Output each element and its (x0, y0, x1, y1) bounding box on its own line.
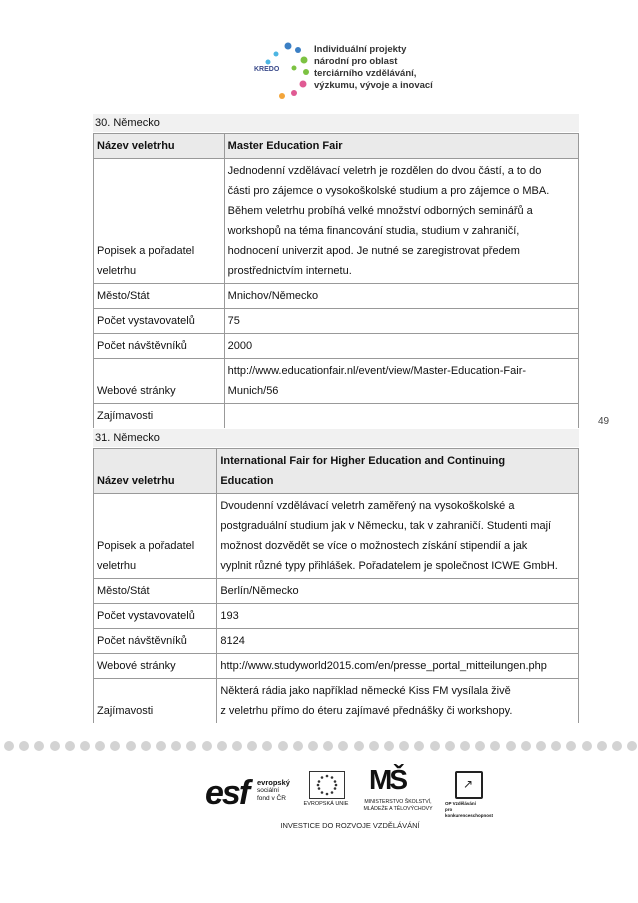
esf-line: sociální (257, 787, 280, 794)
divider-dot (627, 741, 637, 751)
divider-dot (536, 741, 546, 751)
desc-label (94, 159, 225, 284)
table-row (94, 134, 579, 159)
msmt-text (361, 799, 435, 812)
header-logo (248, 38, 448, 108)
notes-label: Zajímavosti (94, 679, 217, 724)
desc-line: prostřednictvím internetu. (227, 265, 352, 277)
eu-logo (301, 771, 351, 817)
notes-value (217, 679, 579, 724)
table-row (94, 604, 579, 629)
divider-dot (460, 741, 470, 751)
label-line: veletrhu (97, 265, 137, 277)
divider-dot (566, 741, 576, 751)
divider-dot (156, 741, 166, 751)
visitors-label: Počet návštěvníků (94, 334, 225, 359)
visitors-value: 8124 (217, 629, 579, 654)
fair-table-31 (93, 448, 579, 723)
msmt-line: MINISTERSTVO ŠKOLSTVÍ, (364, 799, 432, 805)
program-title (314, 44, 433, 92)
table-row (94, 309, 579, 334)
table-row (94, 654, 579, 679)
divider-dot (369, 741, 379, 751)
section-heading: 30. Německo (93, 114, 579, 132)
city-label: Město/Stát (94, 579, 217, 604)
desc-line: Během veletrhu probíhá velké množství odborných seminářů a (227, 205, 533, 217)
divider-dot (445, 741, 455, 751)
program-line: Individuální projekty (314, 44, 407, 55)
web-label: Webové stránky (94, 654, 217, 679)
footer-caption: INVESTICE DO ROZVOJE VZDĚLÁVÁNÍ (280, 821, 420, 830)
footer-logos (205, 765, 495, 837)
city-value: Berlín/Německo (217, 579, 579, 604)
city-label: Město/Stát (94, 284, 225, 309)
esf-line: evropský (257, 778, 290, 787)
divider-dot (186, 741, 196, 751)
table-row (94, 284, 579, 309)
brand-name: KREDO (254, 66, 280, 73)
divider-dot (110, 741, 120, 751)
label-line: Popisek a pořadatel (97, 245, 195, 257)
divider-dot (399, 741, 409, 751)
web-value[interactable]: http://www.studyworld2015.com/en/presse_portal_mitteilungen.php (217, 654, 579, 679)
kredo-dots-icon (248, 38, 318, 108)
divider-dot (4, 741, 14, 751)
op-text (445, 801, 495, 819)
op-arrow-icon: ↗ (463, 777, 474, 791)
city-value: Mnichov/Německo (224, 284, 578, 309)
fair-table-30 (93, 133, 579, 428)
desc-line: Dvoudenní vzdělávací veletrh zaměřený na vysokoškolské a (220, 500, 515, 512)
op-line: OP Vzdělávání (445, 801, 476, 806)
program-line: národní pro oblast (314, 56, 398, 67)
esf-text (257, 779, 290, 803)
name-value: Master Education Fair (224, 134, 578, 159)
divider-dot (506, 741, 516, 751)
divider-dot (612, 741, 622, 751)
desc-line: možnost dozvědět se více o možnostech získání stipendií a jak (220, 540, 528, 552)
table-row (94, 679, 579, 724)
name-line: Education (220, 475, 274, 487)
web-label: Webové stránky (94, 359, 225, 404)
section-heading: 31. Německo (93, 429, 579, 447)
divider-dot (551, 741, 561, 751)
divider-dot (126, 741, 136, 751)
visitors-label: Počet návštěvníků (94, 629, 217, 654)
divider-dot (247, 741, 257, 751)
exhibitors-label: Počet vystavovatelů (94, 309, 225, 334)
divider-dot (95, 741, 105, 751)
table-row (94, 494, 579, 579)
divider-dot (308, 741, 318, 751)
visitors-value: 2000 (224, 334, 578, 359)
esf-mark: esf (205, 774, 249, 812)
divider-dot (34, 741, 44, 751)
table-row (94, 579, 579, 604)
name-value (217, 449, 579, 494)
divider-dot (232, 741, 242, 751)
desc-value (224, 159, 578, 284)
notes-value (224, 404, 578, 429)
divider-dot (293, 741, 303, 751)
desc-line: workshopů na téma financování studia, studium v zahraničí, (227, 225, 520, 237)
label-line: veletrhu (97, 560, 137, 572)
divider-dot (430, 741, 440, 751)
name-line: International Fair for Higher Education and Continuing (220, 455, 506, 467)
web-link-line[interactable]: Munich/56 (227, 385, 279, 397)
label-line: Popisek a pořadatel (97, 540, 195, 552)
table-row (94, 449, 579, 494)
divider-dot (521, 741, 531, 751)
msmt-mark-icon: MŠ (369, 764, 405, 795)
esf-line: fond v ČR (257, 795, 286, 802)
desc-value (217, 494, 579, 579)
divider-dot (597, 741, 607, 751)
esf-logo (205, 771, 295, 815)
divider-dot (490, 741, 500, 751)
program-line: terciárního vzdělávání, (314, 68, 417, 79)
divider-dot (65, 741, 75, 751)
notes-label: Zajímavosti (94, 404, 225, 429)
divider-dot (217, 741, 227, 751)
notes-line: z veletrhu přímo do éteru zajímavé přednášky či workshopy. (220, 705, 513, 717)
op-line: pro konkurenceschopnost (445, 807, 494, 818)
msmt-line: MLÁDEŽE A TĚLOVÝCHOVY (363, 805, 433, 812)
divider-dot (384, 741, 394, 751)
program-line: výzkumu, vývoje a inovací (314, 80, 433, 91)
divider-dot (262, 741, 272, 751)
table-row (94, 359, 579, 404)
desc-line: postgraduální studium jak v Německu, tak v zahraničí. Studenti mají (220, 520, 552, 532)
divider-dot (338, 741, 348, 751)
exhibitors-value: 75 (224, 309, 578, 334)
divider-dot (278, 741, 288, 751)
table-row (94, 404, 579, 429)
divider-dot (50, 741, 60, 751)
eu-stars-icon (310, 772, 344, 798)
dot-divider (0, 741, 638, 753)
divider-dot (414, 741, 424, 751)
table-row (94, 629, 579, 654)
msmt-logo (361, 765, 435, 817)
eu-label: EVROPSKÁ UNIE (303, 801, 349, 807)
divider-dot (475, 741, 485, 751)
divider-dot (582, 741, 592, 751)
desc-line: vyplnit různé typy přihlášek. Pořadatelem je společnost ICWE GmbH. (220, 560, 558, 572)
web-link-line[interactable]: http://www.educationfair.nl/event/view/Master-Education-Fair- (227, 365, 527, 377)
desc-label (94, 494, 217, 579)
notes-line: Některá rádia jako například německé Kiss FM vysílala živě (220, 685, 511, 697)
exhibitors-label: Počet vystavovatelů (94, 604, 217, 629)
desc-line: hodnocení univerzit apod. Je nutné se zaregistrovat předem (227, 245, 520, 257)
page-number: 49 (598, 416, 610, 427)
desc-line: části pro zájemce o vysokoškolské studium a pro zájemce o MBA. (227, 185, 550, 197)
divider-dot (354, 741, 364, 751)
divider-dot (19, 741, 29, 751)
web-value[interactable] (224, 359, 578, 404)
name-label: Název veletrhu (94, 449, 217, 494)
op-logo (445, 771, 495, 817)
exhibitors-value: 193 (217, 604, 579, 629)
divider-dot (141, 741, 151, 751)
divider-dot (323, 741, 333, 751)
divider-dot (202, 741, 212, 751)
divider-dot (171, 741, 181, 751)
divider-dot (80, 741, 90, 751)
desc-line: Jednodenní vzdělávací veletrh je rozdělen do dvou částí, a to do (227, 165, 542, 177)
name-label: Název veletrhu (94, 134, 225, 159)
table-row (94, 334, 579, 359)
table-row (94, 159, 579, 284)
